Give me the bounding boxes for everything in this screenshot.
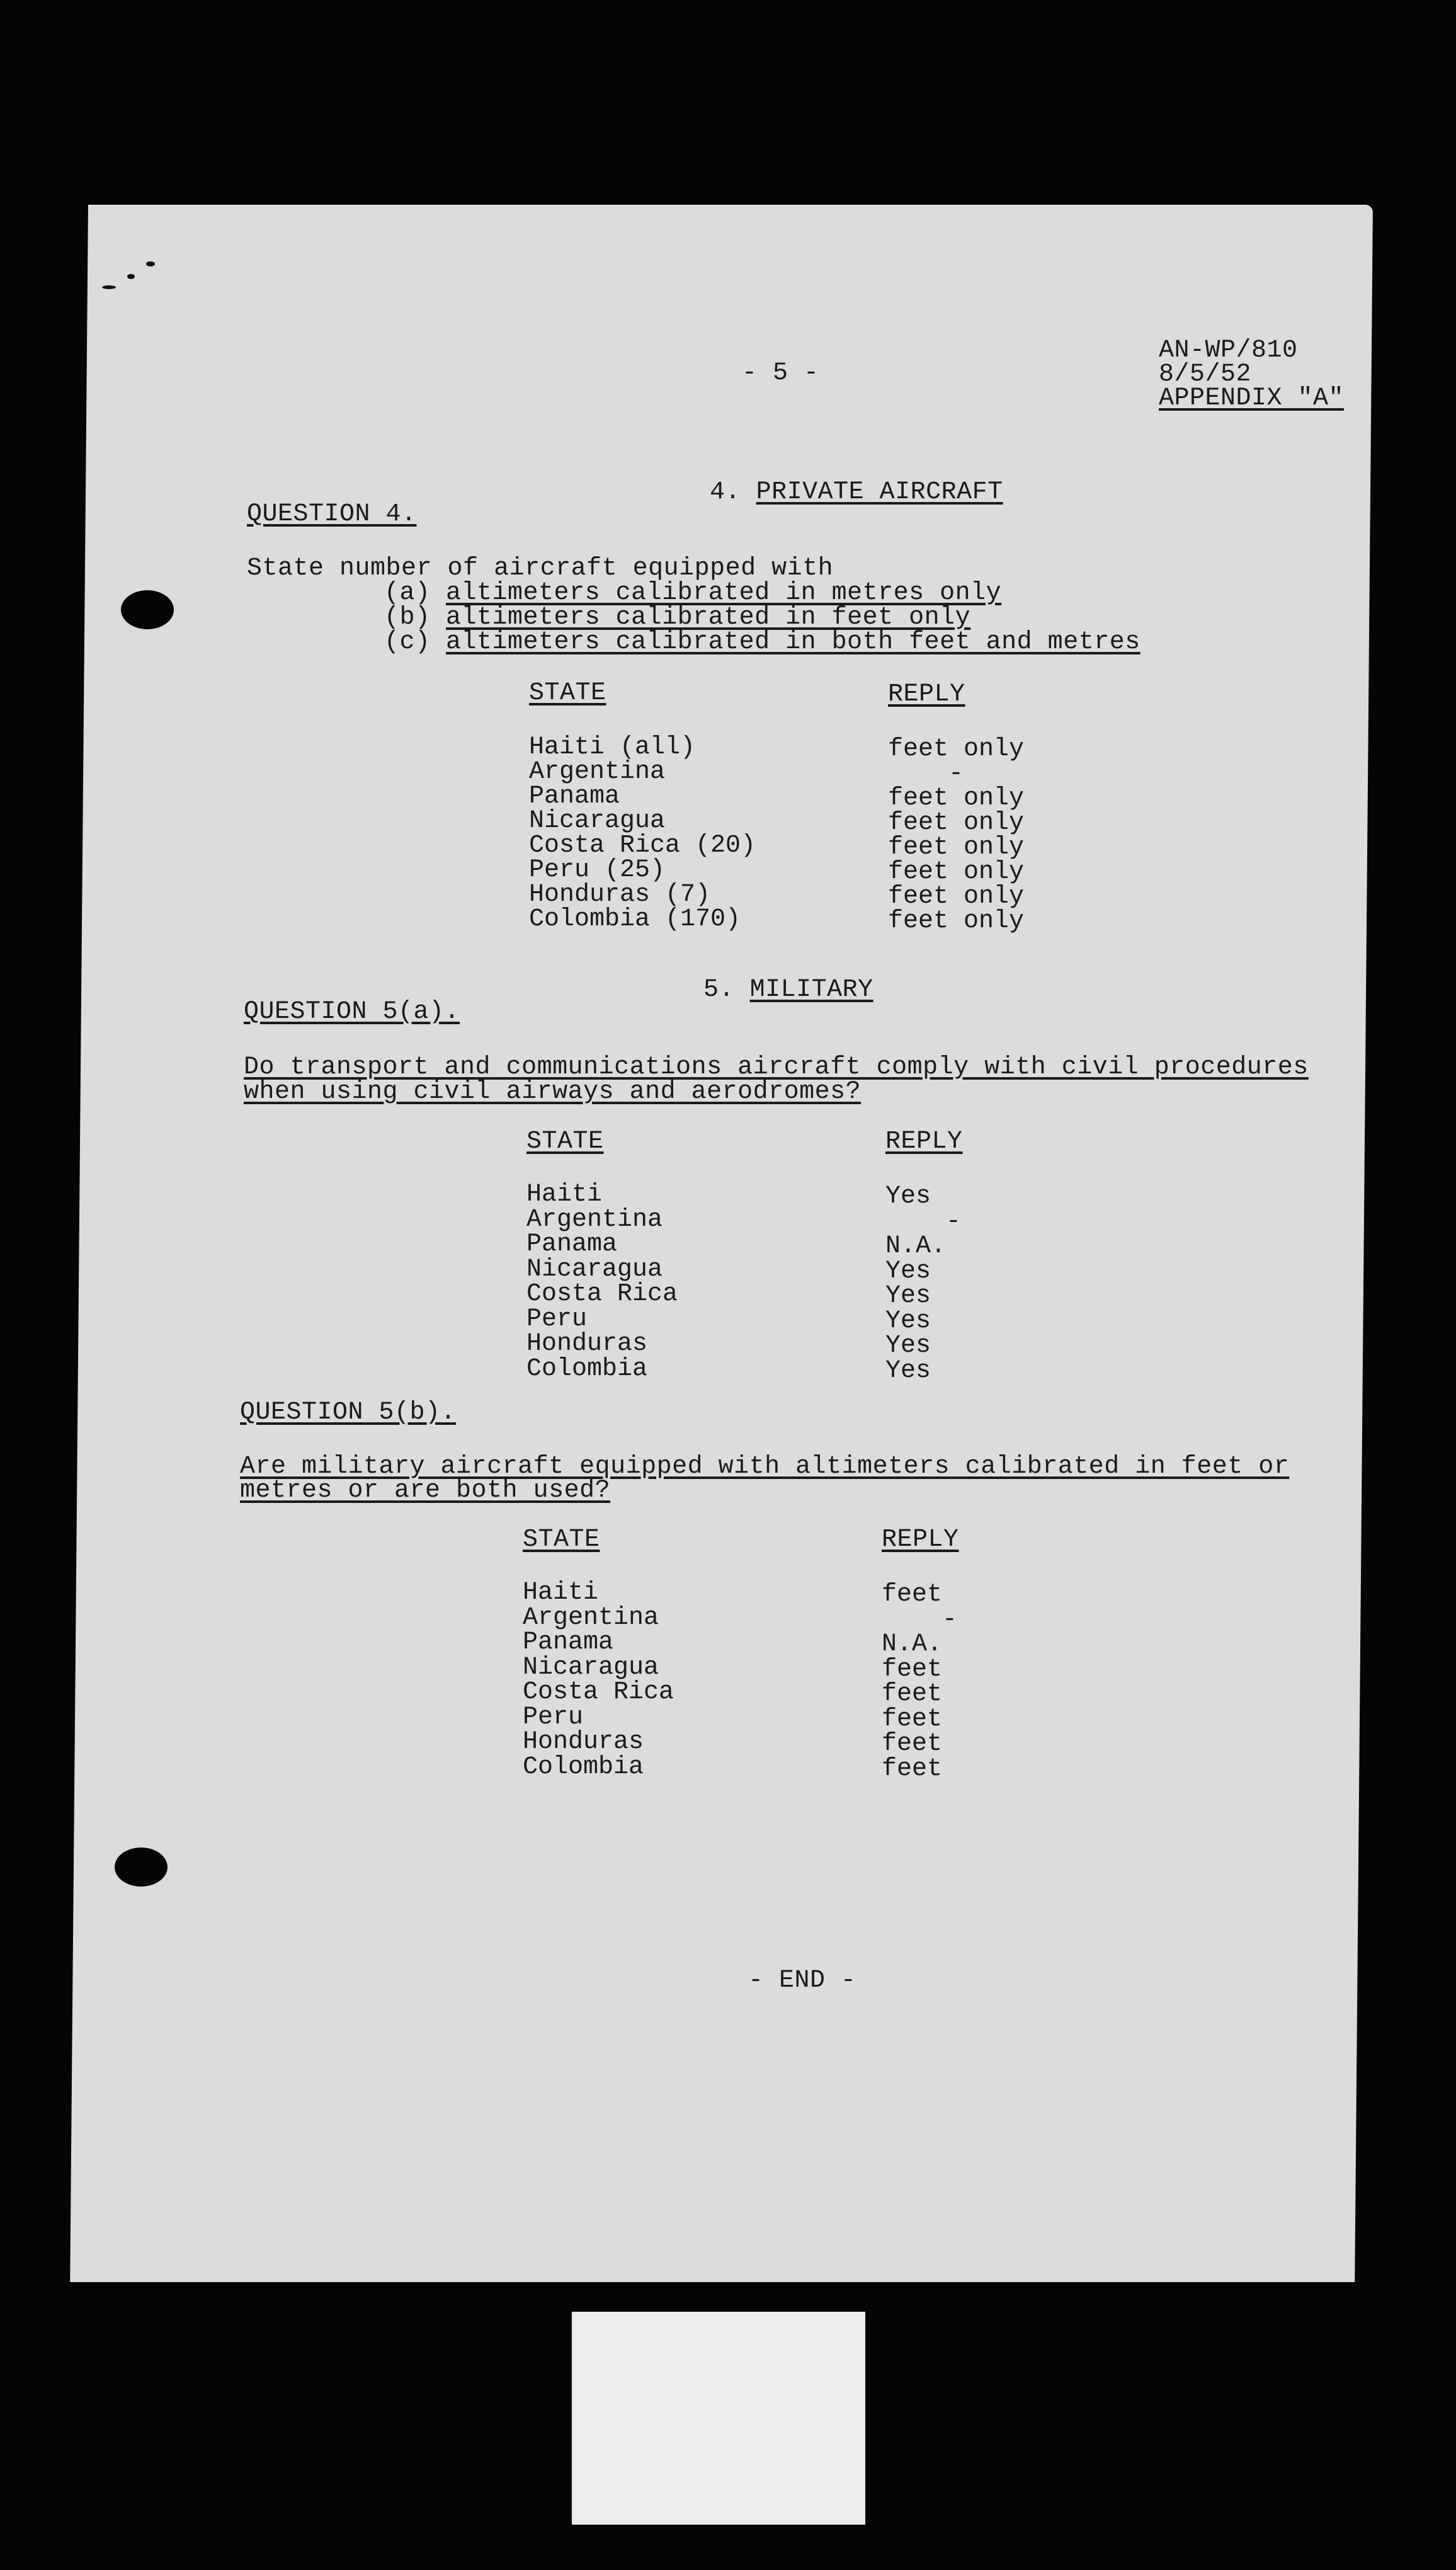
table-cell-state: Haiti	[523, 1579, 599, 1607]
table-cell-reply: feet	[882, 1680, 943, 1708]
table-cell-reply: feet	[882, 1655, 943, 1684]
question-5a-label: QUESTION 5(a).	[244, 998, 460, 1026]
table-cell-state: Argentina	[523, 1603, 659, 1632]
table-cell-reply: N.A.	[882, 1630, 943, 1659]
table-cell-reply: -	[946, 1207, 962, 1236]
document-reference: AN-WP/810	[1159, 336, 1298, 365]
table-cell-state: Haiti (all)	[529, 733, 696, 762]
table-cell-state: Colombia	[523, 1752, 644, 1781]
table-cell-state: Honduras	[523, 1728, 644, 1756]
table-cell-state: Panama	[526, 1230, 618, 1259]
speck	[146, 261, 155, 266]
table-cell-reply: N.A.	[885, 1232, 947, 1260]
table-cell-state: Panama	[529, 782, 620, 811]
question-5b-text-line1: Are military aircraft equipped with altimeters calibrated in feet or	[240, 1453, 1290, 1481]
option-text: altimeters calibrated in feet only	[446, 603, 971, 632]
table-cell-state: Haiti	[526, 1180, 603, 1209]
section-5-number: 5.	[703, 976, 735, 1004]
question-4-option-a	[384, 581, 1001, 605]
table-cell-reply: Yes	[885, 1332, 931, 1360]
table-cell-reply: feet only	[888, 858, 1025, 886]
table-cell-reply: Yes	[885, 1306, 931, 1335]
table-cell-reply: feet	[882, 1730, 943, 1758]
table-cell-state: Nicaragua	[523, 1653, 659, 1682]
option-letter: (b)	[384, 603, 431, 632]
question-5b-text-line2: metres or are both used?	[240, 1476, 611, 1505]
option-text: altimeters calibrated in both feet and metres	[446, 628, 1140, 656]
microfilm-target-card	[572, 2312, 865, 2525]
table-cell-reply: feet only	[888, 735, 1025, 763]
appendix-label: APPENDIX "A"	[1159, 384, 1345, 413]
section-5-title: MILITARY	[749, 976, 873, 1004]
table-header-reply: REPLY	[885, 1128, 963, 1156]
table-cell-reply: feet only	[888, 784, 1025, 813]
table-cell-state: Costa Rica	[523, 1678, 674, 1706]
table-cell-reply: feet only	[888, 809, 1025, 837]
table-cell-state: Colombia	[526, 1354, 648, 1383]
table-cell-state: Honduras (7)	[529, 881, 711, 909]
table-cell-reply: -	[948, 760, 964, 788]
table-header-state: STATE	[523, 1526, 600, 1554]
section-5-heading	[611, 953, 873, 1027]
table-cell-state: Colombia (170)	[529, 905, 741, 934]
option-letter: (a)	[384, 579, 431, 607]
table-cell-reply: Yes	[885, 1356, 931, 1385]
option-letter: (c)	[384, 628, 431, 656]
table-cell-state: Costa Rica	[526, 1280, 678, 1308]
question-5a-text-line1: Do transport and communications aircraft comply with civil procedures	[244, 1053, 1309, 1082]
table-header-reply: REPLY	[882, 1526, 959, 1554]
table-cell-state: Honduras	[526, 1330, 648, 1358]
table-header-reply: REPLY	[888, 680, 965, 709]
table-cell-reply: feet	[882, 1580, 943, 1609]
table-cell-reply: feet only	[888, 833, 1025, 862]
table-cell-state: Nicaragua	[526, 1255, 663, 1284]
section-4-title: PRIVATE AIRCRAFT	[756, 478, 1003, 506]
question-5a-text-line2: when using civil airways and aerodromes?	[244, 1078, 862, 1106]
table-cell-reply: Yes	[885, 1282, 931, 1310]
question-4-intro: State number of aircraft equipped with	[247, 554, 834, 583]
section-4-number: 4.	[710, 478, 741, 506]
table-cell-state: Argentina	[529, 758, 666, 786]
speck	[127, 274, 135, 279]
table-cell-reply: feet only	[888, 882, 1025, 911]
document-date: 8/5/52	[1159, 360, 1252, 389]
table-cell-state: Nicaragua	[529, 807, 666, 835]
table-header-state: STATE	[526, 1128, 604, 1156]
question-4-option-c	[384, 630, 1140, 654]
table-cell-reply: Yes	[885, 1257, 931, 1286]
table-cell-state: Panama	[523, 1628, 614, 1657]
table-cell-state: Costa Rica (20)	[529, 831, 756, 860]
end-marker: - END -	[748, 1967, 856, 1995]
punch-hole-top	[121, 590, 174, 629]
section-4-heading	[617, 455, 1003, 529]
table-cell-state: Argentina	[526, 1205, 663, 1234]
table-cell-reply: feet	[882, 1705, 943, 1733]
table-cell-reply: Yes	[885, 1182, 931, 1211]
table-cell-state: Peru	[523, 1703, 584, 1732]
option-text: altimeters calibrated in metres only	[446, 579, 1002, 607]
question-4-label: QUESTION 4.	[247, 500, 417, 528]
table-cell-state: Peru	[526, 1305, 588, 1334]
speck	[102, 285, 116, 289]
table-header-state: STATE	[529, 679, 606, 707]
document-page	[70, 205, 1373, 2282]
table-cell-reply: -	[942, 1605, 958, 1634]
page-number: - 5 -	[742, 359, 819, 387]
table-cell-state: Peru (25)	[529, 856, 666, 884]
question-4-option-b	[384, 605, 970, 630]
question-5b-label: QUESTION 5(b).	[240, 1398, 457, 1427]
punch-hole-bottom	[115, 1848, 168, 1887]
table-cell-reply: feet	[882, 1754, 943, 1783]
table-cell-reply: feet only	[888, 907, 1025, 935]
